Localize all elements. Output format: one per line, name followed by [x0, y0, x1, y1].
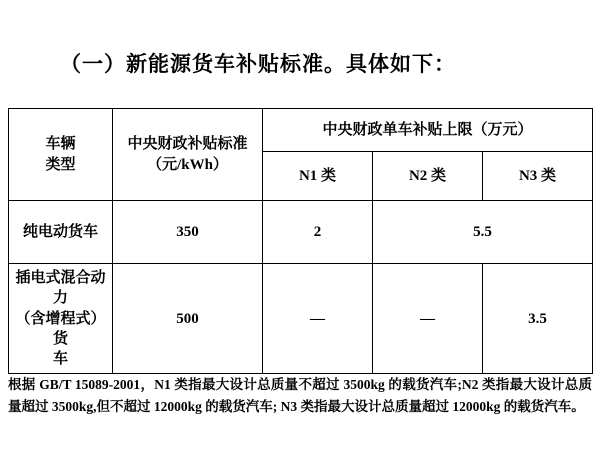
row-bev-n2-n3: 5.5	[373, 201, 593, 264]
header-vehicle-type	[9, 109, 113, 201]
header-subsidy-cap-group: 中央财政单车补贴上限（万元）	[263, 109, 593, 152]
row-phev-type	[9, 264, 113, 374]
page-title: （一）新能源货车补贴标准。具体如下：	[60, 52, 456, 76]
header-central-standard-line2: （元/kWh）	[147, 156, 228, 173]
header-n2: N2 类	[373, 152, 483, 201]
header-vehicle-type-line1: 车辆	[45, 136, 76, 153]
header-vehicle-type-line2: 类型	[45, 156, 76, 173]
table-row	[9, 264, 593, 374]
row-bev-standard: 350	[113, 201, 263, 264]
subsidy-standards-table	[8, 108, 593, 374]
row-phev-n2: —	[373, 264, 483, 374]
row-phev-standard: 500	[113, 264, 263, 374]
table-footnote	[8, 374, 592, 419]
footnote-line-2: 3500kg,但不超过 12000kg 的载货汽车; N3 类指最大设计总质量超过 12000kg 的载货汽车。	[51, 399, 585, 415]
header-central-standard-line1: 中央财政补贴标准	[127, 136, 248, 153]
row-phev-type-line1: 插电式混合动力	[15, 270, 106, 307]
row-bev-n1: 2	[263, 201, 373, 264]
row-bev-type: 纯电动货车	[9, 201, 113, 264]
table-row	[9, 201, 593, 264]
header-n1: N1 类	[263, 152, 373, 201]
row-phev-type-line2: （含增程式）货	[15, 310, 106, 347]
table-header-row-1	[9, 109, 593, 152]
header-n3: N3 类	[483, 152, 593, 201]
row-phev-type-line3: 车	[52, 351, 68, 367]
header-central-standard	[113, 109, 263, 201]
row-phev-n1: —	[263, 264, 373, 374]
row-phev-n3: 3.5	[483, 264, 593, 374]
footnote-line-1: 根据 GB/T 15089-2001，N1 类指最大设计总质量不超过 3500kg 的载货汽车;N2 类指最大设计总质量超过	[8, 377, 592, 415]
